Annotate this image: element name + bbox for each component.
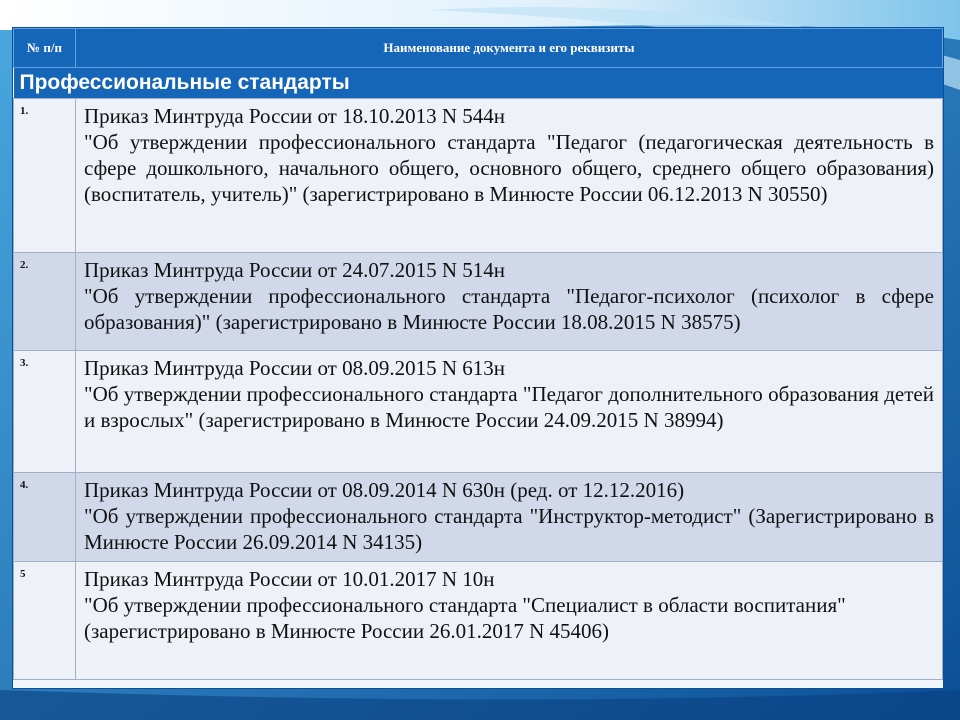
row-body: "Об утверждении профессионального стандарта "Инструктор-методист" (Зарегистрировано в Минюсте России 26.09.2014 N 34135) (84, 504, 934, 554)
column-header-number: № п/п (14, 29, 76, 68)
row-body: "Об утверждении профессионального стандарта "Специалист в области воспитания" (84, 593, 846, 617)
table-row (14, 351, 943, 473)
standards-table (13, 28, 943, 680)
section-header-row (14, 68, 943, 99)
document-table-container (12, 27, 944, 689)
row-title: Приказ Минтруда России от 08.09.2015 N 613н (84, 356, 505, 380)
row-number: 2. (14, 253, 76, 351)
table-header-row (14, 29, 943, 68)
row-text (76, 253, 943, 351)
row-text (76, 99, 943, 253)
section-title: Профессиональные стандарты (14, 68, 943, 99)
row-body: "Об утверждении профессионального стандарта "Педагог (педагогическая деятельность в сфере дошкольного, начального общего, основного общего, среднего общего образования) (воспитатель, учитель)" (зарегистрировано в Минюсте России 06.12.2013 N 30550) (84, 130, 934, 206)
row-text (76, 562, 943, 680)
row-text (76, 351, 943, 473)
row-body: "Об утверждении профессионального стандарта "Педагог дополнительного образования детей и взрослых" (зарегистрировано в Минюсте России 24.09.2015 N 38994) (84, 382, 934, 432)
table-row (14, 473, 943, 562)
row-extra: (зарегистрировано в Минюсте России 26.01.2017 N 45406) (84, 619, 609, 643)
table-row (14, 99, 943, 253)
column-header-document: Наименование документа и его реквизиты (76, 29, 943, 68)
row-number: 4. (14, 473, 76, 562)
row-title: Приказ Минтруда России от 24.07.2015 N 514н (84, 258, 505, 282)
row-number: 5 (14, 562, 76, 680)
row-text (76, 473, 943, 562)
table-row (14, 562, 943, 680)
row-title: Приказ Минтруда России от 08.09.2014 N 630н (ред. от 12.12.2016) (84, 478, 685, 502)
row-title: Приказ Минтруда России от 10.01.2017 N 10н (84, 567, 495, 591)
row-title: Приказ Минтруда России от 18.10.2013 N 544н (84, 104, 505, 128)
row-body: "Об утверждении профессионального стандарта "Педагог-психолог (психолог в сфере образования)" (зарегистрировано в Минюсте России 18.08.2015 N 38575) (84, 284, 934, 334)
row-number: 1. (14, 99, 76, 253)
table-row (14, 253, 943, 351)
row-number: 3. (14, 351, 76, 473)
